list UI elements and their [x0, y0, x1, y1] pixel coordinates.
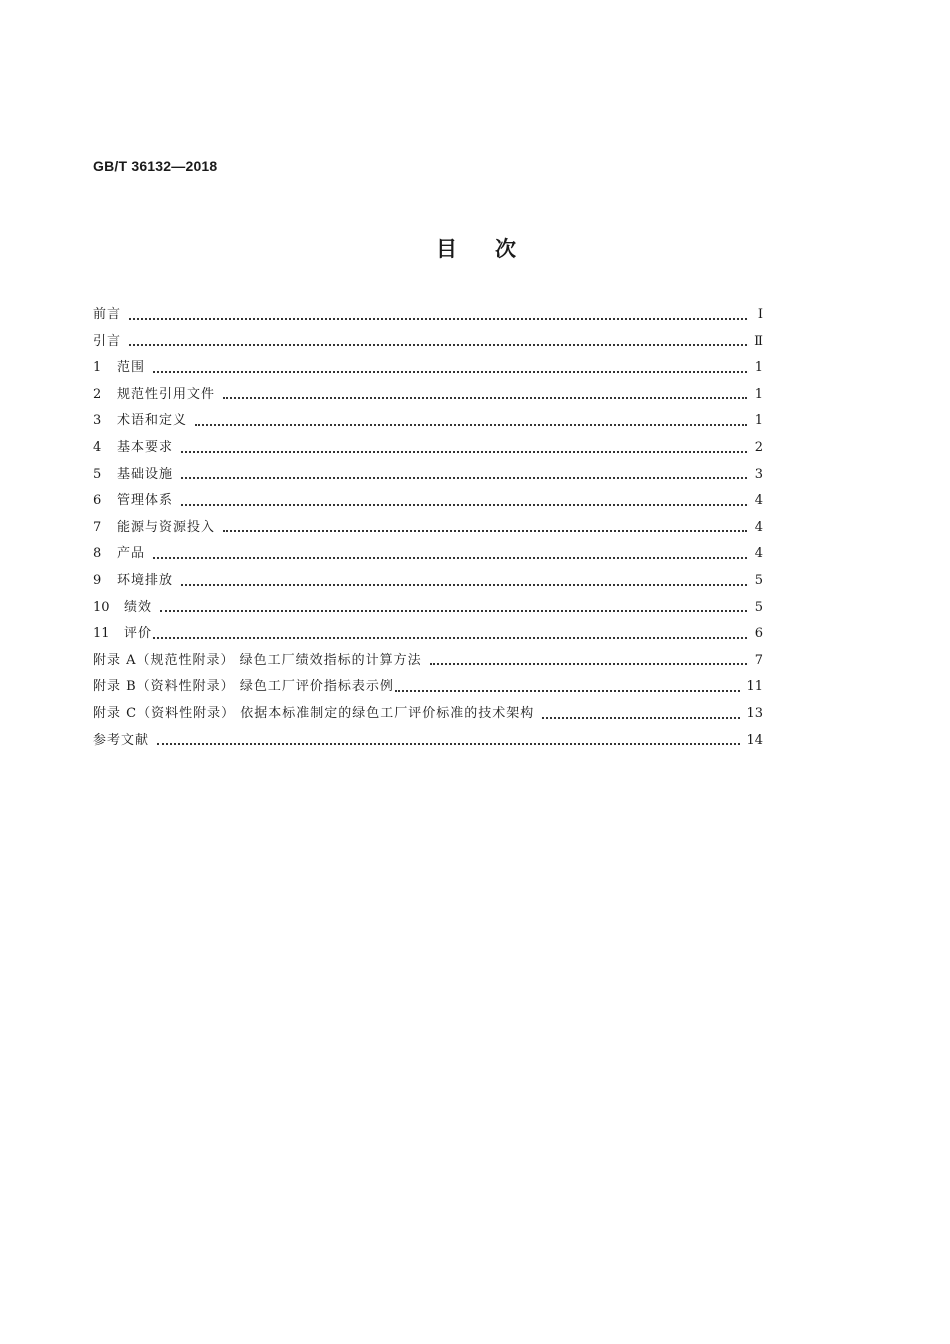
toc-entry-appendix-a[interactable]	[93, 648, 763, 675]
toc-entry-section-5[interactable]	[93, 462, 763, 489]
toc-leader-dots	[181, 477, 747, 479]
toc-entry-page: 1	[754, 386, 763, 402]
toc-entry-label: 绩效	[124, 599, 153, 615]
toc-entry-introduction[interactable]	[93, 329, 763, 356]
toc-entry-number: 4	[93, 439, 102, 455]
toc-entry-page: Ⅱ	[754, 333, 763, 349]
toc-entry-page: 1	[754, 413, 763, 429]
toc-leader-dots	[223, 530, 747, 532]
toc-entry-section-3[interactable]	[93, 408, 763, 435]
toc-entry-label: 附录 C（资料性附录） 依据本标准制定的绿色工厂评价标准的技术架构	[93, 705, 535, 721]
toc-entry-page: 5	[754, 572, 763, 588]
toc-entry-label: 规范性引用文件	[117, 386, 216, 402]
toc-leader-dots	[181, 504, 747, 506]
toc-leader-dots	[430, 663, 747, 665]
toc-entry-number: 10	[93, 599, 110, 615]
toc-entry-label: 附录 A（规范性附录） 绿色工厂绩效指标的计算方法	[93, 652, 422, 668]
toc-leader-dots	[129, 318, 747, 320]
toc-entry-page: Ⅰ	[757, 307, 763, 322]
toc-entry-page: 7	[754, 652, 763, 668]
toc-leader-dots	[157, 743, 740, 745]
toc-entry-number: 7	[93, 519, 102, 535]
table-of-contents	[93, 302, 763, 754]
toc-entry-number: 3	[93, 413, 102, 429]
toc-entry-page: 5	[754, 599, 763, 615]
toc-entry-references[interactable]	[93, 728, 763, 755]
toc-entry-label: 前言	[93, 307, 122, 322]
toc-entry-section-7[interactable]	[93, 515, 763, 542]
toc-leader-dots	[160, 610, 747, 612]
toc-entry-page: 2	[754, 439, 763, 455]
toc-leader-dots	[395, 690, 741, 692]
toc-leader-dots	[181, 584, 747, 586]
toc-entry-number: 2	[93, 386, 102, 402]
toc-entry-page: 14	[746, 732, 763, 748]
toc-entry-label: 附录 B（资料性附录） 绿色工厂评价指标表示例	[93, 679, 394, 695]
toc-leader-dots	[153, 557, 747, 559]
toc-entry-number: 1	[93, 360, 102, 376]
toc-entry-section-4[interactable]	[93, 435, 763, 462]
toc-entry-section-8[interactable]	[93, 541, 763, 568]
toc-entry-number: 6	[93, 493, 102, 509]
toc-entry-number: 5	[93, 466, 102, 482]
toc-entry-number: 8	[93, 546, 102, 562]
toc-entry-page: 11	[746, 679, 763, 695]
toc-entry-label: 范围	[117, 360, 146, 376]
toc-entry-appendix-c[interactable]	[93, 701, 763, 728]
toc-entry-section-10[interactable]	[93, 595, 763, 622]
toc-entry-page: 1	[754, 360, 763, 376]
toc-entry-page: 3	[754, 466, 763, 482]
toc-entry-page: 6	[754, 626, 763, 642]
standard-code: GB/T 36132—2018	[93, 158, 218, 174]
toc-entry-label: 能源与资源投入	[117, 519, 216, 535]
toc-entry-section-1[interactable]	[93, 355, 763, 382]
toc-entry-section-9[interactable]	[93, 568, 763, 595]
toc-leader-dots	[223, 397, 747, 399]
toc-entry-appendix-b[interactable]	[93, 674, 763, 701]
toc-leader-dots	[181, 451, 747, 453]
toc-entry-section-6[interactable]	[93, 488, 763, 515]
toc-entry-page: 4	[754, 493, 763, 509]
toc-entry-label: 引言	[93, 333, 122, 349]
toc-entry-number: 11	[93, 626, 110, 642]
toc-entry-section-2[interactable]	[93, 382, 763, 409]
toc-entry-number: 9	[93, 572, 102, 588]
toc-entry-page: 13	[746, 705, 763, 721]
toc-entry-label: 产品	[117, 546, 146, 562]
toc-entry-foreword[interactable]	[93, 302, 763, 329]
toc-entry-page: 4	[754, 546, 763, 562]
toc-leader-dots	[129, 344, 747, 346]
toc-entry-label: 参考文献	[93, 732, 150, 748]
toc-leader-dots	[153, 371, 747, 373]
toc-entry-page: 4	[754, 519, 763, 535]
toc-leader-dots	[195, 424, 747, 426]
toc-entry-label: 术语和定义	[117, 413, 188, 429]
toc-entry-label: 评价	[124, 626, 153, 642]
toc-entry-label: 基本要求	[117, 439, 174, 455]
toc-entry-label: 基础设施	[117, 466, 174, 482]
toc-leader-dots	[153, 637, 747, 639]
toc-entry-section-11[interactable]	[93, 621, 763, 648]
toc-entry-label: 管理体系	[117, 493, 174, 509]
toc-leader-dots	[542, 717, 740, 719]
page-title: 目次	[436, 237, 554, 261]
toc-entry-label: 环境排放	[117, 572, 174, 588]
